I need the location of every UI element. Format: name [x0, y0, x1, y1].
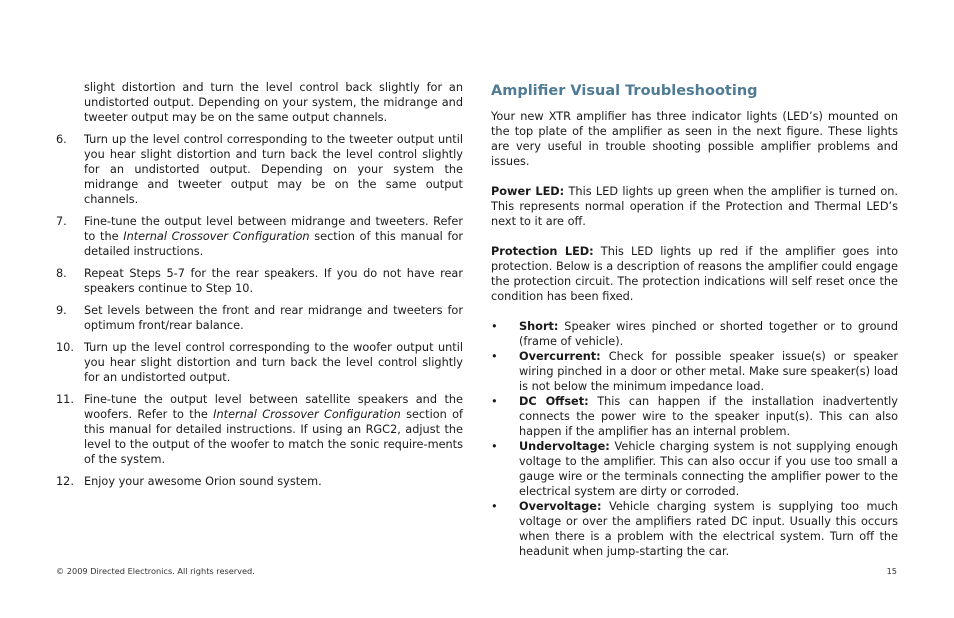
bullet-icon: •	[491, 395, 498, 408]
step-item	[56, 214, 463, 259]
step-number: 10.	[56, 341, 74, 354]
step-text-part: Fine-tune the output level between midrange and tweeters. Refer to the	[84, 215, 463, 243]
list-item	[491, 319, 898, 349]
list-item-label: Overvoltage:	[519, 500, 602, 513]
step-item	[56, 266, 463, 296]
footer-copyright: © 2009 Directed Electronics. All rights reserved.	[56, 566, 255, 576]
list-item	[491, 349, 898, 394]
step-text-part: section of this manual for detailed instructions. If using an RGC2, adjust the level to the output of the woofer to match the sonic require-ments of the system.	[84, 408, 463, 466]
bullet-icon: •	[491, 350, 498, 363]
power-led-text: This LED lights up green when the amplifier is turned on. This represents normal operation if the Protection and Thermal LED’s next to it are off.	[491, 185, 898, 228]
list-item-label: Short:	[519, 320, 559, 333]
step-text: Set levels between the front and rear midrange and tweeters for optimum front/rear balance.	[84, 304, 463, 332]
list-item	[491, 439, 898, 499]
crossover-reference: Internal Crossover Configuration	[213, 408, 401, 421]
list-item-label: DC Offset:	[519, 395, 589, 408]
step-number: 9.	[56, 304, 67, 317]
left-column	[56, 80, 463, 496]
step-text-part: section of this manual for detailed instructions.	[84, 230, 463, 258]
step-text-part: Fine-tune the output level between satellite speakers and the woofers. Refer to the	[84, 393, 463, 421]
step-number: 7.	[56, 215, 67, 228]
step-text	[84, 392, 463, 467]
step-number: 8.	[56, 267, 67, 280]
list-item-body: This can happen if the installation inadvertently connects the power wire to the speaker input(s). This can also happen if the amplifier has an internal problem.	[519, 395, 898, 438]
right-column	[491, 82, 898, 559]
intro-paragraph: Your new XTR amplifier has three indicator lights (LED’s) mounted on the top plate of the amplifier as seen in the next figure. These lights are very useful in trouble shooting possible amplifier problems and issues.	[491, 110, 898, 168]
step-text: Repeat Steps 5-7 for the rear speakers. If you do not have rear speakers continue to Step 10.	[84, 267, 463, 295]
step-text	[84, 214, 463, 259]
power-led-label: Power LED:	[491, 185, 565, 198]
list-item	[491, 394, 898, 439]
list-item-body: Check for possible speaker issue(s) or speaker wiring pinched in a door or other metal. Make sure speaker(s) load is not below the minimum impedance load.	[519, 350, 898, 393]
section-heading: Amplifier Visual Troubleshooting	[491, 83, 758, 99]
power-led-paragraph	[491, 184, 898, 229]
list-item-body: Vehicle charging system is not supplying enough voltage to the amplifier. This can also occur if you use too small a gauge wire or the terminals connecting the amplifier power to the electrical system are dirty or corroded.	[519, 440, 898, 498]
step-text: Enjoy your awesome Orion sound system.	[84, 475, 322, 488]
list-item-text	[519, 439, 898, 499]
list-item-body: Vehicle charging system is supplying too much voltage or over the amplifiers rated DC input. Usually this occurs when there is a problem with the electrical system. Turn off the headunit when jump-starting the car.	[519, 500, 898, 558]
step-item	[56, 303, 463, 333]
protection-led-text: This LED lights up red if the amplifier goes into protection. Below is a description of reasons the amplifier could engage the protection circuit. The protection indications will self reset once the condition has been fixed.	[491, 245, 898, 303]
step-item	[56, 132, 463, 207]
step-number: 12.	[56, 475, 74, 488]
protection-led-label: Protection LED:	[491, 245, 594, 258]
list-item-label: Overcurrent:	[519, 350, 601, 363]
list-item-body: Speaker wires pinched or shorted together or to ground (frame of vehicle).	[519, 320, 898, 348]
step-item	[56, 474, 463, 489]
page-number: 15	[886, 566, 897, 576]
step-number: 11.	[56, 393, 74, 406]
list-item-text	[519, 319, 898, 349]
list-item-text	[519, 499, 898, 559]
protection-causes-list	[491, 319, 898, 559]
protection-led-paragraph	[491, 244, 898, 304]
list-item-text	[519, 349, 898, 394]
bullet-icon: •	[491, 440, 498, 453]
step-item	[56, 392, 463, 467]
list-item-label: Undervoltage:	[519, 440, 610, 453]
step-continuation-text: slight distortion and turn the level control back slightly for an undistorted output. Depending on your system, the midrange and tweeter output may be on the same output channels.	[84, 81, 463, 124]
step-text: Turn up the level control corresponding to the woofer output until you hear slight distortion and turn back the level control slightly for an undistorted output.	[84, 341, 463, 384]
bullet-icon: •	[491, 500, 498, 513]
crossover-reference: Internal Crossover Configuration	[123, 230, 310, 243]
step-text: Turn up the level control corresponding to the tweeter output until you hear slight distortion and turn back the level control slightly for an undistorted output. Depending on your system the midrange and tweeter output may be on the same output channels.	[84, 133, 463, 206]
step-item	[56, 340, 463, 385]
bullet-icon: •	[491, 320, 498, 333]
step-number: 6.	[56, 133, 67, 146]
list-item	[491, 499, 898, 559]
list-item-text	[519, 394, 898, 439]
